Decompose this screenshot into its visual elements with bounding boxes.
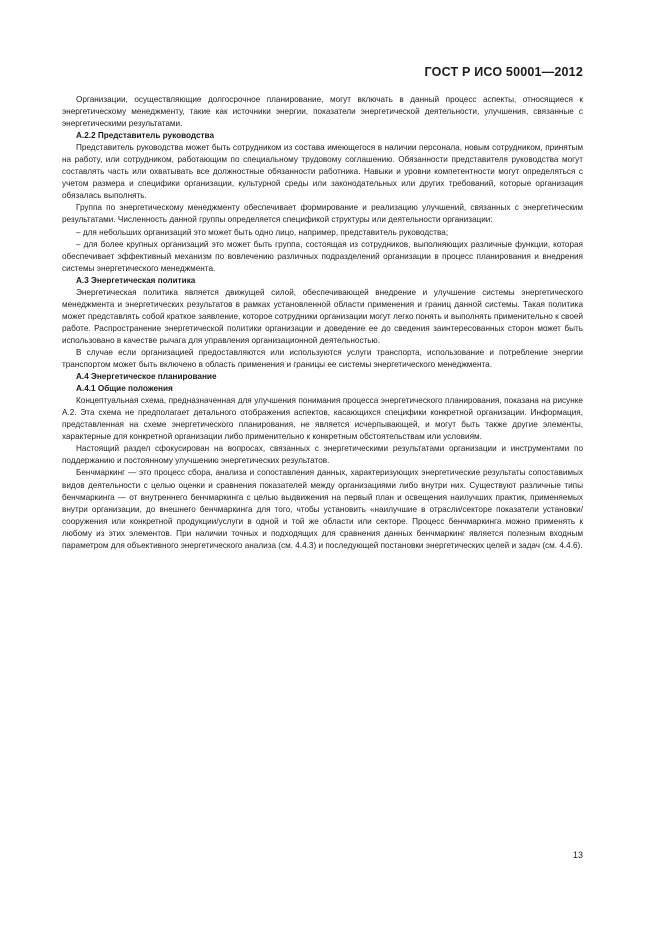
paragraph: – для небольших организаций это может быть одно лицо, например, представитель руководства;	[76, 227, 449, 237]
paragraph: – для более крупных организаций это может быть группа, состоящая из сотрудников, выполняющих различные функции, которая обеспечивает эффективный механизм по вовлечению различных подразделений организации в процесс планирования и внедрения системы энергетического менеджмента.	[62, 239, 583, 273]
section-heading: А.4 Энергетическое планирование	[76, 372, 217, 382]
paragraph: Представитель руководства может быть сотрудником из состава имеющегося в наличии персонала, новым сотрудником, принятым на работу, или сотрудником, работающим по специальному трудовому соглашению. Обязанности представителя руководства могут составлять часть или охватывать все должностные обязанности работника. Навыки и уровни компетентности могут определяться с учетом размера и специфики организации, культурной среды или законодательных или других требований, которые организация обязалась выполнять.	[62, 143, 583, 201]
section-heading: А.3 Энергетическая политика	[76, 275, 196, 285]
paragraph: В случае если организацией предоставляются или используются услуги транспорта, использование и потребление энергии транспортом может быть включено в область применения и границы ее системы энергетического менеджмента.	[62, 347, 583, 370]
section-heading: А.2.2 Представитель руководства	[76, 131, 215, 141]
paragraph: Группа по энергетическому менеджменту обеспечивает формирование и реализацию улучшений, связанных с энергетическим результатами. Численность данной группы определяется спецификой структуры или деятельности организации:	[62, 203, 583, 225]
paragraph: Настоящий раздел сфокусирован на вопросах, связанных с энергетическими результатами организации и инструментами по поддержанию и постоянному улучшению энергетических результатов.	[62, 444, 583, 466]
section-heading: А.4.1 Общие положения	[76, 384, 173, 394]
paragraph: Концептуальная схема, предназначенная для улучшения понимания процесса энергетического планирования, показана на рисунке А.2. Эта схема не предполагает детального отображения аспектов, касающихся специфики конкретной организации. Информация, представленная на схеме энергетического планирования, не является исчерпывающей, и могут быть также другие элементы, характерные для конкретной организации либо применительно к конкретным обстоятельствам или условиям.	[62, 396, 583, 442]
document-header: ГОСТ Р ИСО 50001—2012	[424, 65, 583, 79]
paragraph: Организации, осуществляющие долгосрочное планирование, могут включать в данный процесс аспекты, относящиеся к энергетическому менеджменту, такие как источники энергии, показатели энергетической деятельности, улучшения, связанные с энергетическими результатами.	[62, 95, 583, 129]
document-body	[62, 94, 583, 552]
page-number: 13	[572, 850, 583, 860]
paragraph: Бенчмаркинг — это процесс сбора, анализа и сопоставления данных, характеризующих энергетические результаты сопоставимых видов деятельности с целью оценки и сравнения показателей между организациями либо внутри них. Существуют различные типы бенчмаркинга — от внутреннего бенчмаркинга с целью выдвижения на первый план и освещения наилучших практик, применяемых внутри организации, до внешнего бенчмаркинга для того, чтобы установить «наилучшие в отрасли/секторе показатели установки/сооружения или конкретной продукции/услуги в одной и той же области или секторе. Процесс бенчмаркинга можно применять к любому из этих элементов. При наличии точных и подходящих для сравнения данных бенчмаркинг является полезным входным параметром для объективного энергетического анализа (см. 4.4.3) и последующей постановки энергетических целей и задач (см. 4.4.6).	[62, 468, 583, 550]
paragraph: Энергетическая политика является движущей силой, обеспечивающей внедрение и улучшение системы энергетического менеджмента и энергетических результатов в рамках установленной области применения и границ данной системы. Такая политика может представлять собой краткое заявление, которое сотрудники организации могут легко понять и выполнять применительно к своей работе. Распространение энергетической политики организации и доведение ее до сведения заинтересованных сторон может быть использовано в качестве рычага для управления организационной деятельностью.	[62, 287, 583, 345]
